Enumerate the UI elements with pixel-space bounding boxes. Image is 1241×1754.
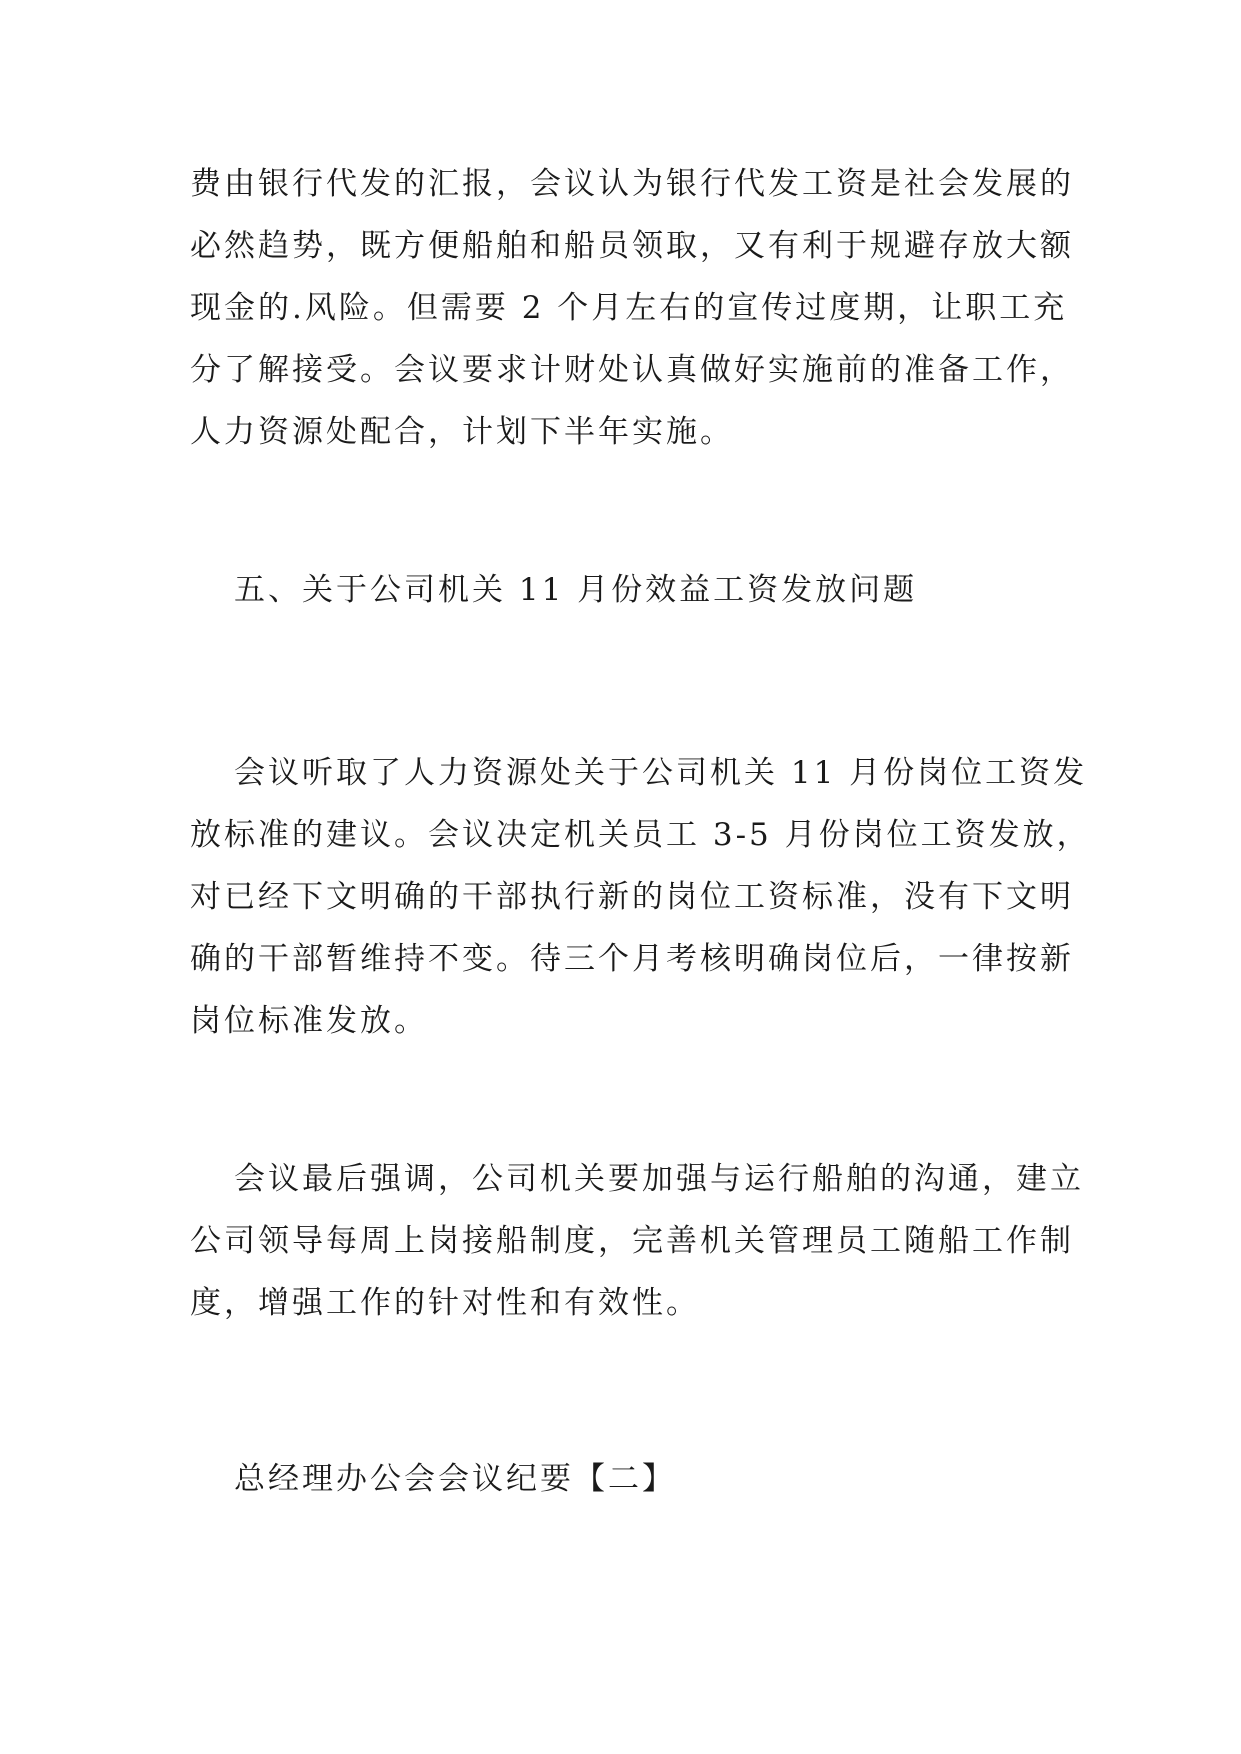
text-line: 现金的.风险。但需要 2 个月左右的宣传过度期，让职工充	[190, 290, 1068, 326]
text-line: 费由银行代发的汇报，会议认为银行代发工资是社会发展的	[190, 166, 1074, 202]
text-line: 确的干部暂维持不变。待三个月考核明确岗位后，一律按新	[190, 941, 1074, 977]
text-line: 对已经下文明确的干部执行新的岗位工资标准，没有下文明	[190, 879, 1074, 915]
text-line: 必然趋势，既方便船舶和船员领取，又有利于规避存放大额	[190, 228, 1074, 264]
subtitle-text: 总经理办公会会议纪要【二】	[234, 1461, 676, 1497]
heading-text: 五、关于公司机关 11 月份效益工资发放问题	[234, 572, 918, 608]
paragraph-position-salary	[190, 742, 1091, 1052]
text-line: 度，增强工作的针对性和有效性。	[190, 1285, 700, 1321]
text-line: 公司领导每周上岗接船制度，完善机关管理员工随船工作制	[190, 1223, 1074, 1259]
text-line: 岗位标准发放。	[190, 1003, 428, 1039]
text-line: 会议最后强调，公司机关要加强与运行船舶的沟通，建立	[234, 1161, 1084, 1197]
text-line: 分了解接受。会议要求计财处认真做好实施前的准备工作，	[190, 352, 1074, 388]
document-subtitle	[190, 1448, 1060, 1510]
paragraph-bank-salary	[190, 153, 1074, 463]
paragraph-conclusion	[190, 1148, 1084, 1334]
text-line: 会议听取了人力资源处关于公司机关 11 月份岗位工资发	[234, 755, 1088, 791]
section-heading-five	[190, 559, 1060, 621]
text-line: 放标准的建议。会议决定机关员工 3-5 月份岗位工资发放，	[190, 817, 1091, 853]
text-line: 人力资源处配合，计划下半年实施。	[190, 414, 734, 450]
